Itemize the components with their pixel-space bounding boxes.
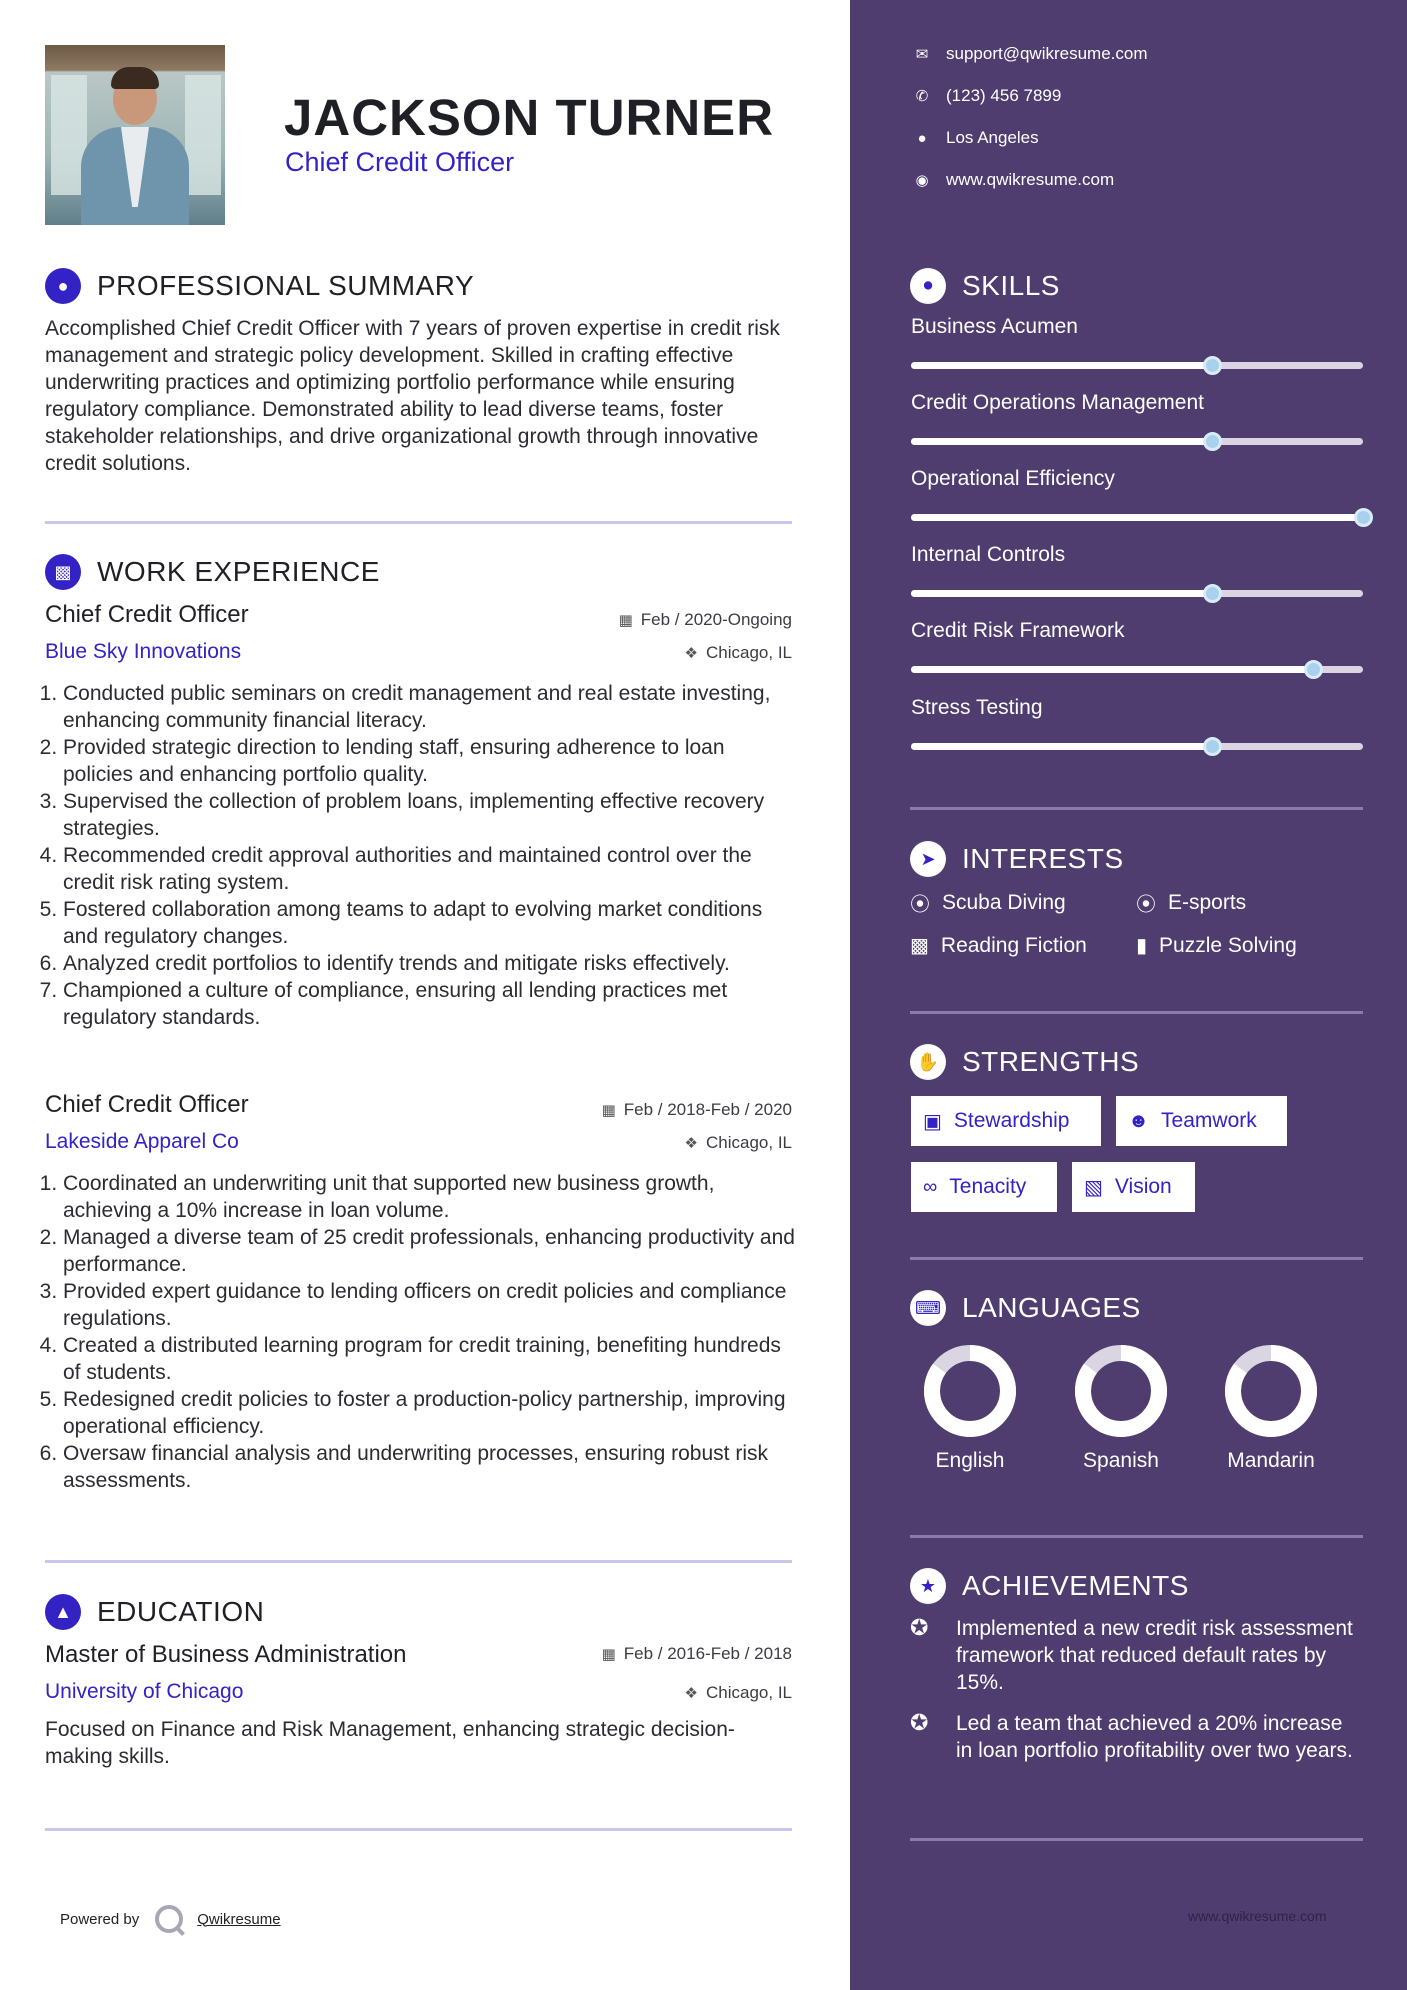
job-dates	[619, 610, 792, 630]
lightbulb-icon: ⚫	[910, 268, 946, 304]
skills-title: SKILLS	[962, 270, 1060, 301]
strength-chip	[1072, 1162, 1195, 1212]
summary-text: Accomplished Chief Credit Officer with 7 years of proven expertise in credit risk management and strategic policy development. Skilled in crafting effective underwriting practices and optimizing portfolio performance while ensuring regulatory compliance. Demonstrated ability to lead diverse teams, foster stakeholder relationships, and drive organizational growth through innovative credit solutions.	[45, 317, 780, 475]
divider	[45, 521, 792, 524]
users-icon: ☻	[1128, 1109, 1150, 1132]
interests-heading	[910, 841, 1124, 877]
skill-bar-fill	[911, 666, 1313, 673]
job-title: Chief Credit Officer	[45, 601, 249, 628]
skill-bar-fill	[911, 590, 1212, 597]
skill-bar-fill	[911, 362, 1212, 369]
responsibility-item: 1. Conducted public seminars on credit management and real estate investing, enhancing community financial literacy.	[63, 680, 795, 734]
divider	[910, 1838, 1363, 1841]
interest-label: Reading Fiction	[940, 933, 1087, 957]
language-level-ring	[1223, 1343, 1319, 1439]
job-dates	[602, 1100, 792, 1120]
language-label: Mandarin	[1227, 1449, 1315, 1472]
job-location-text: Chicago, IL	[706, 1133, 792, 1152]
divider	[45, 1828, 792, 1831]
education-dates	[602, 1644, 792, 1664]
education-dates-text: Feb / 2016-Feb / 2018	[623, 1644, 792, 1663]
contact-website-text: www.qwikresume.com	[946, 170, 1115, 189]
strengths-heading	[910, 1044, 1139, 1080]
experience-title: WORK EXPERIENCE	[97, 556, 380, 587]
lifebuoy-icon: ⦿	[1136, 894, 1156, 916]
strength-chip	[911, 1096, 1101, 1146]
achievement-text: Implemented a new credit risk assessment framework that reduced default rates by 15%.	[956, 1617, 1353, 1694]
candidate-title: Chief Credit Officer	[285, 147, 515, 177]
languages-title: LANGUAGES	[962, 1292, 1141, 1323]
job-dates-text: Feb / 2020-Ongoing	[640, 610, 792, 629]
responsibility-item: 4. Created a distributed learning program for credit training, benefiting hundreds of students.	[63, 1332, 795, 1386]
language-item	[1061, 1343, 1181, 1473]
star-icon: ✪	[910, 1615, 929, 1640]
star-badge-icon: ★	[910, 1568, 946, 1604]
contact-email[interactable]	[910, 44, 1148, 64]
phone-icon: ✆	[915, 88, 929, 105]
education-location	[685, 1683, 792, 1703]
interest-item	[910, 933, 1087, 958]
binoculars-icon: ▧	[1084, 1176, 1103, 1199]
responsibility-item: 5. Redesigned credit policies to foster a production-policy partnership, improving operational efficiency.	[63, 1386, 795, 1440]
language-item	[1211, 1343, 1331, 1473]
skill-bar-knob	[1203, 584, 1222, 603]
graduate-icon: ▲	[45, 1594, 81, 1630]
pin-icon: ❖	[684, 1685, 698, 1702]
skill-bar	[911, 438, 1363, 445]
job-company: Blue Sky Innovations	[45, 640, 242, 663]
skill-bar	[911, 514, 1363, 521]
achievement-text: Led a team that achieved a 20% increase in loan portfolio profitability over two years.	[956, 1712, 1353, 1762]
calendar-icon: ▦	[601, 1646, 616, 1663]
divider	[910, 1011, 1363, 1014]
contact-phone-text: (123) 456 7899	[946, 86, 1062, 105]
education-heading	[45, 1594, 264, 1630]
strengths-title: STRENGTHS	[962, 1046, 1140, 1077]
strength-label: Stewardship	[953, 1109, 1070, 1132]
job-location-text: Chicago, IL	[706, 643, 792, 662]
job-dates-text: Feb / 2018-Feb / 2020	[623, 1100, 792, 1119]
strength-label: Teamwork	[1161, 1109, 1257, 1132]
education-text: Focused on Finance and Risk Management, enhancing strategic decision-making skills.	[45, 1718, 735, 1768]
skill-label: Internal Controls	[911, 543, 1066, 566]
interest-label: Puzzle Solving	[1159, 933, 1297, 957]
job-location	[685, 1133, 792, 1153]
interest-label: E-sports	[1168, 890, 1247, 914]
skill-bar	[911, 362, 1363, 369]
responsibility-item: 5. Fostered collaboration among teams to adapt to evolving market conditions and regulatory changes.	[63, 896, 795, 950]
contact-phone[interactable]	[910, 86, 1061, 106]
skill-label: Operational Efficiency	[911, 467, 1115, 490]
degree-title: Master of Business Administration	[45, 1641, 407, 1668]
language-level-ring	[1073, 1343, 1169, 1439]
contact-website[interactable]	[910, 170, 1114, 190]
skill-label: Credit Risk Framework	[911, 619, 1125, 642]
language-label: Spanish	[1083, 1449, 1159, 1472]
interest-label: Scuba Diving	[942, 890, 1066, 914]
qwikresume-logo-icon	[155, 1905, 183, 1933]
skills-heading	[910, 268, 1060, 304]
interest-item	[1136, 933, 1297, 958]
responsibility-item: 7. Championed a culture of compliance, ensuring all lending practices met regulatory standards.	[63, 977, 795, 1031]
skill-bar-fill	[911, 743, 1212, 750]
experience-heading	[45, 554, 380, 590]
education-location-text: Chicago, IL	[706, 1683, 792, 1702]
language-level-ring	[922, 1343, 1018, 1439]
strength-chip	[1116, 1096, 1287, 1146]
candidate-name: JACKSON TURNER	[284, 89, 775, 146]
footer-website[interactable]: www.qwikresume.com	[1188, 1908, 1327, 1924]
gamepad-icon: ▩	[910, 935, 929, 957]
strength-label: Vision	[1114, 1175, 1172, 1198]
skill-bar	[911, 590, 1363, 597]
divider	[910, 807, 1363, 810]
achievements-title: ACHIEVEMENTS	[962, 1570, 1189, 1601]
skill-bar	[911, 666, 1363, 673]
job-title: Chief Credit Officer	[45, 1091, 249, 1118]
chair-icon: ▩	[45, 554, 81, 590]
summary-heading	[45, 268, 474, 304]
book-icon: ▮	[1136, 935, 1148, 957]
responsibility-item: 6. Oversaw financial analysis and underwriting processes, ensuring robust risk assessments.	[63, 1440, 795, 1494]
calendar-icon: ▦	[601, 1102, 616, 1119]
skill-bar-fill	[911, 438, 1212, 445]
language-item	[910, 1343, 1030, 1473]
responsibility-item: 3. Supervised the collection of problem loans, implementing effective recovery strategies.	[63, 788, 795, 842]
skill-label: Stress Testing	[911, 696, 1043, 719]
powered-by-text: Powered by	[60, 1910, 140, 1928]
skill-bar-knob	[1354, 508, 1373, 527]
interest-item	[910, 888, 1066, 917]
contact-email-text: support@qwikresume.com	[946, 44, 1148, 63]
pin-icon: ❖	[684, 645, 698, 662]
envelope-icon: ✉	[915, 46, 929, 63]
fist-icon: ✋	[910, 1044, 946, 1080]
responsibility-item: 2. Managed a diverse team of 25 credit professionals, enhancing productivity and performance.	[63, 1224, 795, 1278]
divider	[910, 1535, 1363, 1538]
contact-location	[910, 128, 1039, 148]
languages-heading	[910, 1290, 1141, 1326]
responsibility-item: 1. Coordinated an underwriting unit that supported new business growth, achieving a 10% increase in loan volume.	[63, 1170, 795, 1224]
strength-label: Tenacity	[949, 1175, 1027, 1198]
language-label: English	[935, 1449, 1005, 1472]
briefcase-icon: ▣	[923, 1110, 942, 1133]
strength-chip	[911, 1162, 1057, 1212]
language-icon: ⌨	[910, 1290, 946, 1326]
interest-item	[1136, 888, 1246, 917]
skill-bar	[911, 743, 1363, 750]
responsibility-item: 2. Provided strategic direction to lending staff, ensuring adherence to loan policies and enhancing portfolio quality.	[63, 734, 795, 788]
job-responsibilities	[45, 1170, 795, 1494]
interests-title: INTERESTS	[962, 843, 1124, 874]
achievement-item	[910, 1710, 1360, 1764]
skill-bar-knob	[1203, 737, 1222, 756]
divider	[45, 1560, 792, 1563]
skill-label: Credit Operations Management	[911, 391, 1204, 414]
job-company: Lakeside Apparel Co	[45, 1130, 239, 1153]
education-title: EDUCATION	[97, 1596, 265, 1627]
star-icon: ✪	[910, 1710, 929, 1735]
profile-photo	[45, 45, 225, 225]
calendar-icon: ▦	[618, 612, 633, 629]
skill-bar-fill	[911, 514, 1363, 521]
school-name: University of Chicago	[45, 1680, 244, 1703]
responsibility-item: 4. Recommended credit approval authorities and maintained control over the credit risk rating system.	[63, 842, 795, 896]
user-icon: ●	[45, 268, 81, 304]
skill-bar-knob	[1203, 432, 1222, 451]
map-marker-icon: ●	[917, 129, 927, 147]
achievements-heading	[910, 1568, 1189, 1604]
achievement-item	[910, 1615, 1360, 1696]
skill-label: Business Acumen	[911, 315, 1078, 338]
responsibility-item: 3. Provided expert guidance to lending officers on credit policies and compliance regulations.	[63, 1278, 795, 1332]
lifebuoy-icon: ⦿	[910, 894, 930, 916]
link-icon: ∞	[923, 1175, 938, 1198]
qwikresume-link[interactable]: Qwikresume	[197, 1910, 281, 1928]
globe-icon: ◉	[915, 172, 929, 189]
skill-bar-knob	[1203, 356, 1222, 375]
powered-by	[60, 1905, 281, 1933]
divider	[910, 1257, 1363, 1260]
contact-location-text: Los Angeles	[946, 128, 1039, 147]
paper-plane-icon: ➤	[910, 841, 946, 877]
job-location	[685, 643, 792, 663]
job-responsibilities	[45, 680, 795, 1031]
pin-icon: ❖	[684, 1135, 698, 1152]
responsibility-item: 6. Analyzed credit portfolios to identify trends and mitigate risks effectively.	[63, 950, 795, 977]
summary-title: PROFESSIONAL SUMMARY	[97, 270, 475, 301]
